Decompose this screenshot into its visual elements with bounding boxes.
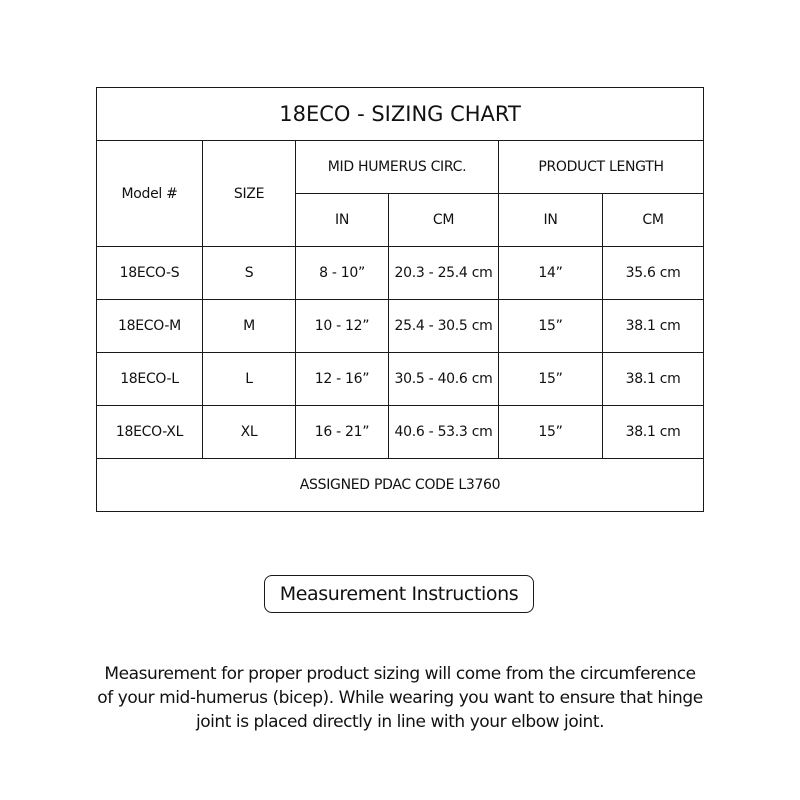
cell-circ-in: 12 - 16” [296,353,389,406]
header-circ-cm: CM [389,194,499,247]
cell-circ-cm: 20.3 - 25.4 cm [389,247,499,300]
header-product-length: PRODUCT LENGTH [499,141,704,194]
cell-circ-cm: 30.5 - 40.6 cm [389,353,499,406]
cell-circ-in: 16 - 21” [296,406,389,459]
cell-circ-in: 8 - 10” [296,247,389,300]
cell-length-in: 15” [499,406,603,459]
header-length-in: IN [499,194,603,247]
cell-size: S [203,247,296,300]
table-row [97,353,704,406]
cell-length-cm: 38.1 cm [603,353,704,406]
sizing-chart-table [96,87,704,512]
cell-model: 18ECO-XL [97,406,203,459]
cell-length-in: 14” [499,247,603,300]
header-mid-humerus: MID HUMERUS CIRC. [296,141,499,194]
header-circ-in: IN [296,194,389,247]
cell-circ-in: 10 - 12” [296,300,389,353]
measurement-instructions-heading: Measurement Instructions [264,575,534,613]
cell-length-in: 15” [499,300,603,353]
cell-model: 18ECO-S [97,247,203,300]
cell-circ-cm: 40.6 - 53.3 cm [389,406,499,459]
cell-length-in: 15” [499,353,603,406]
header-model: Model # [97,141,203,247]
cell-size: L [203,353,296,406]
header-size: SIZE [203,141,296,247]
pdac-code-footer: ASSIGNED PDAC CODE L3760 [97,459,704,512]
instructions-line: joint is placed directly in line with your elbow joint. [195,712,605,732]
cell-size: M [203,300,296,353]
cell-length-cm: 38.1 cm [603,300,704,353]
cell-size: XL [203,406,296,459]
cell-length-cm: 35.6 cm [603,247,704,300]
table-row [97,247,704,300]
instructions-line: of your mid-humerus (bicep). While wearing you want to ensure that hinge [97,688,703,708]
instructions-line: Measurement for proper product sizing will come from the circumference [104,664,696,684]
table-row [97,300,704,353]
cell-model: 18ECO-M [97,300,203,353]
table-row [97,406,704,459]
header-length-cm: CM [603,194,704,247]
cell-circ-cm: 25.4 - 30.5 cm [389,300,499,353]
cell-model: 18ECO-L [97,353,203,406]
measurement-instructions-text [60,662,740,734]
cell-length-cm: 38.1 cm [603,406,704,459]
chart-title: 18ECO - SIZING CHART [97,88,704,141]
